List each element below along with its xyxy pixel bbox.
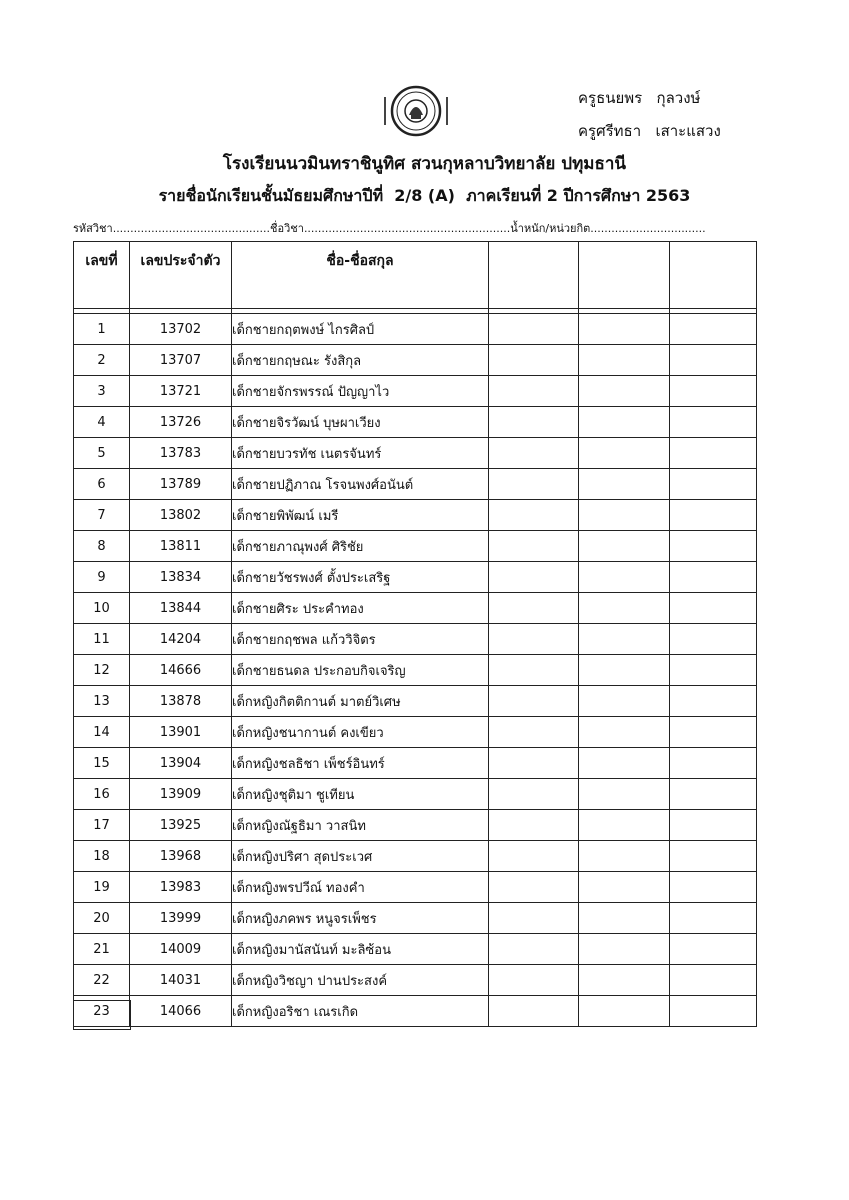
score-cell: [489, 810, 579, 841]
score-cell: [670, 748, 757, 779]
score-cell: [670, 438, 757, 469]
student-id: 13901: [130, 717, 232, 748]
score-cell: [489, 872, 579, 903]
student-id: 14009: [130, 934, 232, 965]
header-blank-1: [489, 242, 579, 309]
score-cell: [579, 655, 670, 686]
score-cell: [579, 376, 670, 407]
table-row: [74, 562, 757, 593]
subject-code-field: รหัสวิชา.............................................: [73, 222, 271, 235]
score-cell: [670, 686, 757, 717]
score-cell: [489, 748, 579, 779]
score-cell: [670, 965, 757, 996]
score-cell: [670, 469, 757, 500]
row-number: 23: [74, 996, 130, 1027]
student-id: 13702: [130, 314, 232, 345]
score-cell: [670, 903, 757, 934]
score-cell: [489, 841, 579, 872]
score-cell: [579, 717, 670, 748]
table-row: [74, 965, 757, 996]
row-number: 16: [74, 779, 130, 810]
student-id: 14066: [130, 996, 232, 1027]
score-cell: [489, 934, 579, 965]
teacher-name-1: ครูธนยพร กุลวงษ์: [578, 89, 701, 107]
score-cell: [489, 531, 579, 562]
student-name: เด็กหญิงพรปวีณ์ ทองคำ: [232, 872, 489, 903]
score-cell: [670, 810, 757, 841]
score-cell: [579, 965, 670, 996]
table-row: [74, 624, 757, 655]
score-cell: [579, 469, 670, 500]
score-cell: [579, 531, 670, 562]
score-cell: [489, 562, 579, 593]
score-cell: [579, 903, 670, 934]
student-name: เด็กชายภาณุพงศ์ ศิริชัย: [232, 531, 489, 562]
score-cell: [489, 779, 579, 810]
student-id: 13707: [130, 345, 232, 376]
score-cell: [579, 748, 670, 779]
score-cell: [579, 500, 670, 531]
score-cell: [670, 314, 757, 345]
header-blank-3: [670, 242, 757, 309]
extra-empty-cell: [73, 1000, 131, 1030]
table-row: [74, 779, 757, 810]
row-number: 14: [74, 717, 130, 748]
table-row: [74, 810, 757, 841]
school-seal-icon: [381, 85, 451, 137]
student-name: เด็กชายกฤษณะ รังสิกุล: [232, 345, 489, 376]
score-cell: [670, 562, 757, 593]
table-row: [74, 996, 757, 1027]
score-cell: [489, 469, 579, 500]
score-cell: [670, 841, 757, 872]
student-name: เด็กชายวัชรพงศ์ ตั้งประเสริฐ: [232, 562, 489, 593]
score-cell: [670, 996, 757, 1027]
score-cell: [579, 841, 670, 872]
score-cell: [670, 872, 757, 903]
score-cell: [670, 500, 757, 531]
score-cell: [579, 779, 670, 810]
score-cell: [489, 345, 579, 376]
student-id: 13909: [130, 779, 232, 810]
student-id: 13904: [130, 748, 232, 779]
score-cell: [579, 872, 670, 903]
student-name: เด็กชายปฏิภาณ โรจนพงศ์อนันต์: [232, 469, 489, 500]
score-cell: [489, 903, 579, 934]
student-name: เด็กหญิงกิตติกานต์ มาตย์วิเศษ: [232, 686, 489, 717]
student-name: เด็กชายธนดล ประกอบกิจเจริญ: [232, 655, 489, 686]
table-row: [74, 903, 757, 934]
score-cell: [670, 624, 757, 655]
row-number: 4: [74, 407, 130, 438]
score-cell: [489, 686, 579, 717]
table-row: [74, 376, 757, 407]
student-id: 13834: [130, 562, 232, 593]
student-roster-table: [73, 241, 757, 1027]
row-number: 8: [74, 531, 130, 562]
student-name: เด็กหญิงปริศา สุดประเวศ: [232, 841, 489, 872]
score-cell: [489, 965, 579, 996]
score-cell: [489, 717, 579, 748]
student-name: เด็กชายศิระ ประคำทอง: [232, 593, 489, 624]
score-cell: [579, 438, 670, 469]
header-full-name: ชื่อ-ชื่อสกุล: [232, 242, 489, 309]
score-cell: [579, 562, 670, 593]
student-id: 13802: [130, 500, 232, 531]
student-id: 14666: [130, 655, 232, 686]
header-student-id: เลขประจำตัว: [130, 242, 232, 309]
student-id: 13999: [130, 903, 232, 934]
row-number: 7: [74, 500, 130, 531]
row-number: 17: [74, 810, 130, 841]
row-number: 3: [74, 376, 130, 407]
score-cell: [489, 593, 579, 624]
score-cell: [670, 655, 757, 686]
student-name: เด็กชายกฤชพล แก้ววิจิตร: [232, 624, 489, 655]
row-number: 2: [74, 345, 130, 376]
row-number: 6: [74, 469, 130, 500]
credit-field: น้ำหนัก/หน่วยกิต.................................: [510, 222, 706, 235]
student-name: เด็กหญิงชลธิชา เพ็ชร์อินทร์: [232, 748, 489, 779]
score-cell: [670, 934, 757, 965]
table-row: [74, 717, 757, 748]
student-id: 13925: [130, 810, 232, 841]
student-id: 13878: [130, 686, 232, 717]
score-cell: [670, 779, 757, 810]
score-cell: [579, 686, 670, 717]
student-id: 13983: [130, 872, 232, 903]
table-row: [74, 841, 757, 872]
student-name: เด็กชายพิพัฒน์ เมรี: [232, 500, 489, 531]
row-number: 13: [74, 686, 130, 717]
table-row: [74, 934, 757, 965]
row-number: 15: [74, 748, 130, 779]
row-number: 11: [74, 624, 130, 655]
score-cell: [670, 593, 757, 624]
score-cell: [489, 655, 579, 686]
score-cell: [579, 345, 670, 376]
row-number: 5: [74, 438, 130, 469]
score-cell: [489, 314, 579, 345]
header-blank-2: [579, 242, 670, 309]
score-cell: [670, 376, 757, 407]
table-row: [74, 500, 757, 531]
student-id: 13783: [130, 438, 232, 469]
school-name: โรงเรียนนวมินทราชินูทิศ สวนกุหลาบวิทยาลัย ปทุมธานี: [222, 154, 627, 174]
student-name: เด็กหญิงวิชญา ปานประสงค์: [232, 965, 489, 996]
score-cell: [579, 314, 670, 345]
header-number: เลขที่: [74, 242, 130, 309]
score-cell: [579, 407, 670, 438]
score-cell: [489, 500, 579, 531]
score-cell: [489, 438, 579, 469]
score-cell: [579, 996, 670, 1027]
row-number: 21: [74, 934, 130, 965]
subject-fields: [73, 219, 706, 237]
row-number: 12: [74, 655, 130, 686]
class-title: รายชื่อนักเรียนชั้นมัธยมศึกษาปีที่ 2/8 (A) ภาคเรียนที่ 2 ปีการศึกษา 2563: [158, 186, 691, 205]
teacher-name-2: ครูศรีทธา เสาะแสวง: [578, 122, 721, 140]
table-row: [74, 655, 757, 686]
row-number: 18: [74, 841, 130, 872]
student-id: 13968: [130, 841, 232, 872]
score-cell: [489, 376, 579, 407]
score-cell: [670, 531, 757, 562]
student-name: เด็กหญิงอริชา เณรเกิด: [232, 996, 489, 1027]
student-id: 13789: [130, 469, 232, 500]
student-name: เด็กหญิงมานัสนันท์ มะลิซ้อน: [232, 934, 489, 965]
score-cell: [579, 934, 670, 965]
score-cell: [579, 624, 670, 655]
score-cell: [579, 810, 670, 841]
student-name: เด็กหญิงชนากานต์ คงเขียว: [232, 717, 489, 748]
subject-name-field: ชื่อวิชา...........................................................: [270, 222, 511, 235]
table-row: [74, 593, 757, 624]
score-cell: [489, 624, 579, 655]
score-cell: [670, 717, 757, 748]
table-row: [74, 686, 757, 717]
score-cell: [579, 593, 670, 624]
score-cell: [489, 407, 579, 438]
student-id: 14031: [130, 965, 232, 996]
student-name: เด็กชายจักรพรรณ์ ปัญญาไว: [232, 376, 489, 407]
table-header-row: [74, 242, 757, 309]
student-name: เด็กหญิงชุติมา ชูเทียน: [232, 779, 489, 810]
student-name: เด็กหญิงภคพร หนูจรเพ็ชร: [232, 903, 489, 934]
table-row: [74, 531, 757, 562]
student-id: 13726: [130, 407, 232, 438]
teacher-names: [578, 82, 721, 148]
table-row: [74, 407, 757, 438]
row-number: 22: [74, 965, 130, 996]
student-name: เด็กชายบวรทัช เนตรจันทร์: [232, 438, 489, 469]
student-name: เด็กชายจิรวัฒน์ บุษผาเวียง: [232, 407, 489, 438]
table-row: [74, 469, 757, 500]
row-number: 9: [74, 562, 130, 593]
student-id: 14204: [130, 624, 232, 655]
student-id: 13811: [130, 531, 232, 562]
score-cell: [670, 345, 757, 376]
table-row: [74, 748, 757, 779]
row-number: 10: [74, 593, 130, 624]
row-number: 1: [74, 314, 130, 345]
score-cell: [670, 407, 757, 438]
student-name: เด็กชายกฤตพงษ์ ไกรศิลป์: [232, 314, 489, 345]
table-row: [74, 438, 757, 469]
score-cell: [489, 996, 579, 1027]
student-name: เด็กหญิงณัฐธิมา วาสนิท: [232, 810, 489, 841]
row-number: 20: [74, 903, 130, 934]
row-number: 19: [74, 872, 130, 903]
table-row: [74, 345, 757, 376]
table-row: [74, 314, 757, 345]
student-id: 13721: [130, 376, 232, 407]
student-id: 13844: [130, 593, 232, 624]
table-row: [74, 872, 757, 903]
